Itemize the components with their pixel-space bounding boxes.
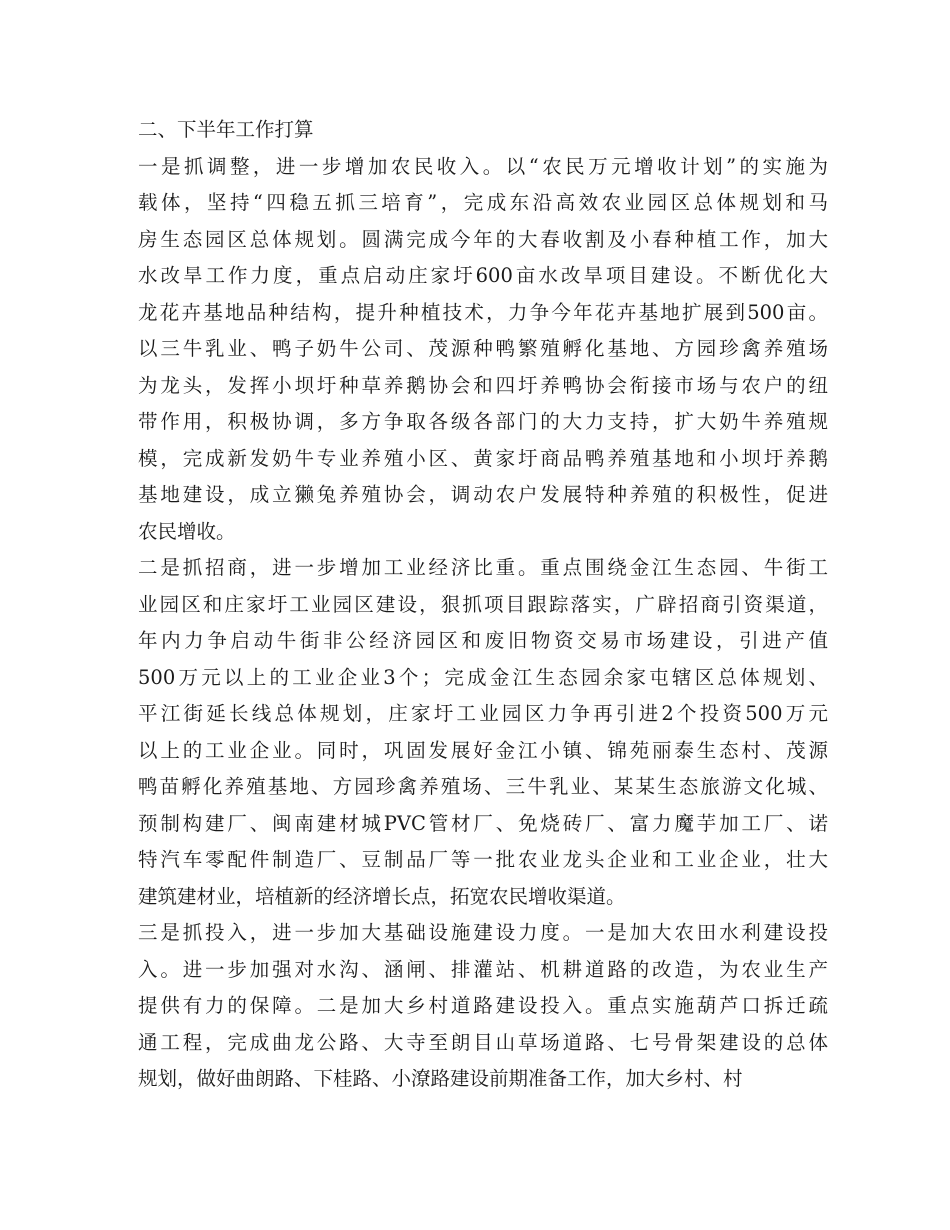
paragraph-line: 基地建设，成立獭兔养殖协会，调动农户发展特种养殖的积极性，促进: [138, 483, 828, 506]
paragraph-list: [138, 149, 828, 1098]
document-body: [138, 112, 828, 1098]
paragraph-line: 特汽车零配件制造厂、豆制品厂等一批农业龙头企业和工业企业，壮大: [138, 848, 828, 871]
paragraph-line: 建筑建材业，培植新的经济增长点，拓宽农民增收渠道。: [138, 884, 626, 908]
paragraph-line: 龙花卉基地品种结构，提升种植技术，力争今年花卉基地扩展到500亩。: [138, 300, 828, 324]
paragraph-line: 规划，做好曲朗路、下桂路、小潦路建设前期准备工作，加大乡村、村: [138, 1067, 743, 1090]
section-heading: 二、下半年工作打算: [138, 118, 314, 141]
paragraph-line: 水改旱工作力度，重点启动庄家圩600亩水改旱项目建设。不断优化大: [138, 264, 828, 287]
paragraph: [138, 915, 828, 1098]
paragraph-line: 以三牛乳业、鸭子奶牛公司、茂源种鸭繁殖孵化基地、方园珍禽养殖场: [138, 337, 828, 360]
paragraph-line: 带作用，积极协调，多方争取各级各部门的大力支持，扩大奶牛养殖规: [138, 410, 828, 433]
paragraph-line: 业园区和庄家圩工业园区建设，狠抓项目跟踪落实，广辟招商引资渠道，: [138, 592, 828, 616]
paragraph-line: 载体，坚持“四稳五抓三培育”，完成东沿高效农业园区总体规划和马: [138, 191, 828, 214]
paragraph: [138, 149, 828, 551]
paragraph-line: 一是抓调整，进一步增加农民收入。以“农民万元增收计划”的实施为: [138, 154, 828, 178]
paragraph-line: 通工程，完成曲龙公路、大寺至朗目山草场道路、七号骨架建设的总体: [138, 1030, 828, 1054]
paragraph: [138, 550, 828, 915]
paragraph-line: 农民增收。: [138, 519, 236, 543]
paragraph-line: 提供有力的保障。二是加大乡村道路建设投入。重点实施葫芦口拆迁疏: [138, 994, 828, 1017]
paragraph-line: 入。进一步加强对水沟、涵闸、排灌站、机耕道路的改造，为农业生产: [138, 957, 828, 981]
paragraph-line: 房生态园区总体规划。圆满完成今年的大春收割及小春种植工作，加大: [138, 227, 828, 251]
paragraph-line: 鸭苗孵化养殖基地、方园珍禽养殖场、三牛乳业、某某生态旅游文化城、: [138, 775, 828, 798]
paragraph-line: 二是抓招商，进一步增加工业经济比重。重点围绕金江生态园、牛街工: [138, 556, 828, 579]
paragraph-line: 500万元以上的工业企业3个；完成金江生态园余家屯辖区总体规划、: [138, 665, 828, 689]
paragraph-line: 预制构建厂、闽南建材城PVC管材厂、免烧砖厂、富力魔芋加工厂、诺: [138, 811, 828, 835]
paragraph-line: 以上的工业企业。同时，巩固发展好金江小镇、锦苑丽泰生态村、茂源: [138, 738, 828, 762]
paragraph-line: 为龙头，发挥小坝圩种草养鹅协会和四圩养鸭协会衔接市场与农户的纽: [138, 373, 828, 397]
paragraph-line: 三是抓投入，进一步加大基础设施建设力度。一是加大农田水利建设投: [138, 921, 828, 944]
paragraph-line: 年内力争启动牛街非公经济园区和废旧物资交易市场建设，引进产值: [138, 629, 828, 652]
paragraph-line: 平江街延长线总体规划，庄家圩工业园区力争再引进2个投资500万元: [138, 702, 828, 725]
paragraph-line: 模，完成新发奶牛专业养殖小区、黄家圩商品鸭养殖基地和小坝圩养鹅: [138, 446, 828, 470]
